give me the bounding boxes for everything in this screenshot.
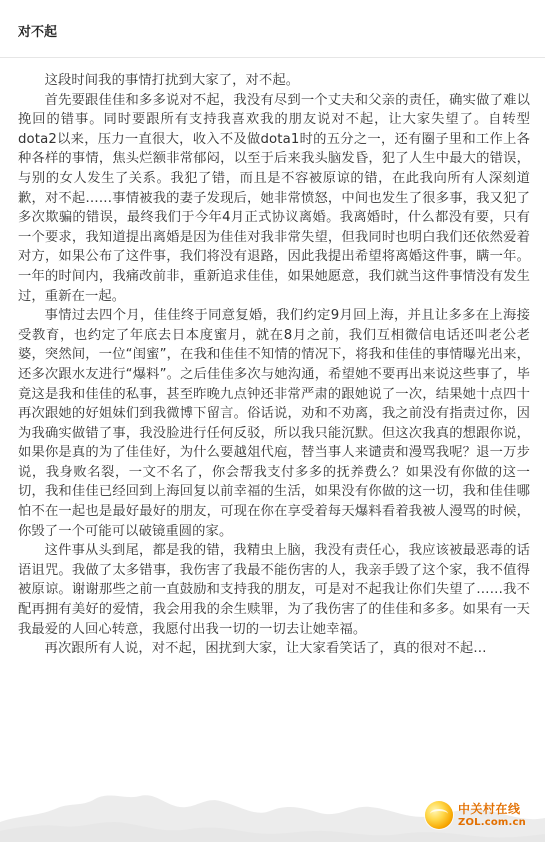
paragraph-4: 这件事从头到尾，都是我的错，我精虫上脑，我没有责任心，我应该被最恶毒的话语诅咒。我做了太多错事，我伤害了我最不能伤害的人，我亲手毁了这个家，我不值得被原谅。谢谢那些之前一直鼓励和支持我的朋友，可是对不起我让你们失望了……我不配再拥有美好的爱情，我会用我的余生赎罪，为了我伤害了的佳佳和多多。如果有一天我最爱的人回心转意，我愿付出我一切的一切去让她幸福。 [18, 543, 530, 637]
zol-watermark-text [458, 803, 526, 828]
header-divider [0, 57, 545, 58]
watermark-name-cn: 中关村在线 [458, 801, 521, 816]
watermark-domain: ZOL.com.cn [458, 816, 526, 828]
mountain-silhouette-icon [0, 787, 545, 842]
zol-globe-icon [425, 801, 453, 829]
paragraph-5: 再次跟所有人说，对不起，困扰到大家，让大家看笑话了，真的很对不起… [44, 641, 487, 657]
zol-watermark [425, 796, 537, 834]
paragraph-2: 首先要跟佳佳和多多说对不起，我没有尽到一个丈夫和父亲的责任，确实做了难以挽回的错事。同时要跟所有支持我喜欢我的朋友说对不起，让大家失望了。自转型dota2以来，压力一直很大，收入不及做dota1时的五分之一，还有圈子里和工作上各种各样的事情，焦头烂额非常郁闷，以至于后来我头脑发昏，犯了人生中最大的错误，与别的女人发生了关系。我犯了错，而且是不容被原谅的错，在此我向所有人深刻道歉，对不起……事情被我的妻子发现后，她非常愤怒，中间也发生了很多事，我又犯了多次欺骗的错误，最终我们于今年4月正式协议离婚。我离婚时，什么都没有要，只有一个要求，我知道提出离婚是因为佳佳对我非常失望，但我同时也明白我们还依然爱着对方，如果公布了这件事，我们将没有退路，因此我提出希望将离婚这件事，瞒一年。一年的时间内，我痛改前非，重新追求佳佳，如果她愿意，我们就当这件事情没有发生过，重新在一起。 [18, 92, 530, 304]
page-header [0, 0, 545, 58]
paragraph-1: 这段时间我的事情打扰到大家了，对不起。 [44, 73, 300, 88]
article-body [18, 71, 530, 659]
paragraph-3: 事情过去四个月，佳佳终于同意复婚，我们约定9月回上海，并且让多多在上海接受教育，也约定了年底去日本度蜜月，就在8月之前，我们互相微信电话还叫老公老婆，突然间，一位“闺蜜”，在我和佳佳不知情的情况下，将我和佳佳的事情曝光出来，还多次跟水友进行“爆料”。之后佳佳多次与她沟通，希望她不要再出来说这些事了，毕竟这是我和佳佳的私事，甚至昨晚九点钟还非常严肃的跟她说了一次，结果她十点四十再次跟她的好姐妹们到我微博下留言。俗话说，劝和不劝离，我之前没有指责过你，因为我确实做错了事，我没脸进行任何反驳，所以我只能沉默。但这次我真的想跟你说，如果你是真的为了佳佳好，为什么要越俎代庖，替当事人来谴责和漫骂我呢？退一万步说，我身败名裂，一文不名了，你会帮我支付多多的抚养费么？如果没有你做的这一切，我和佳佳已经回到上海回复以前幸福的生活，如果没有你做的这一切，我和佳佳哪怕不在一起也是最好最好的朋友，可现在你在享受着每天爆料看着我被人漫骂的时候，你毁了一个可能可以破镜重圆的家。 [18, 308, 530, 539]
page-title: 对不起 [18, 25, 58, 40]
